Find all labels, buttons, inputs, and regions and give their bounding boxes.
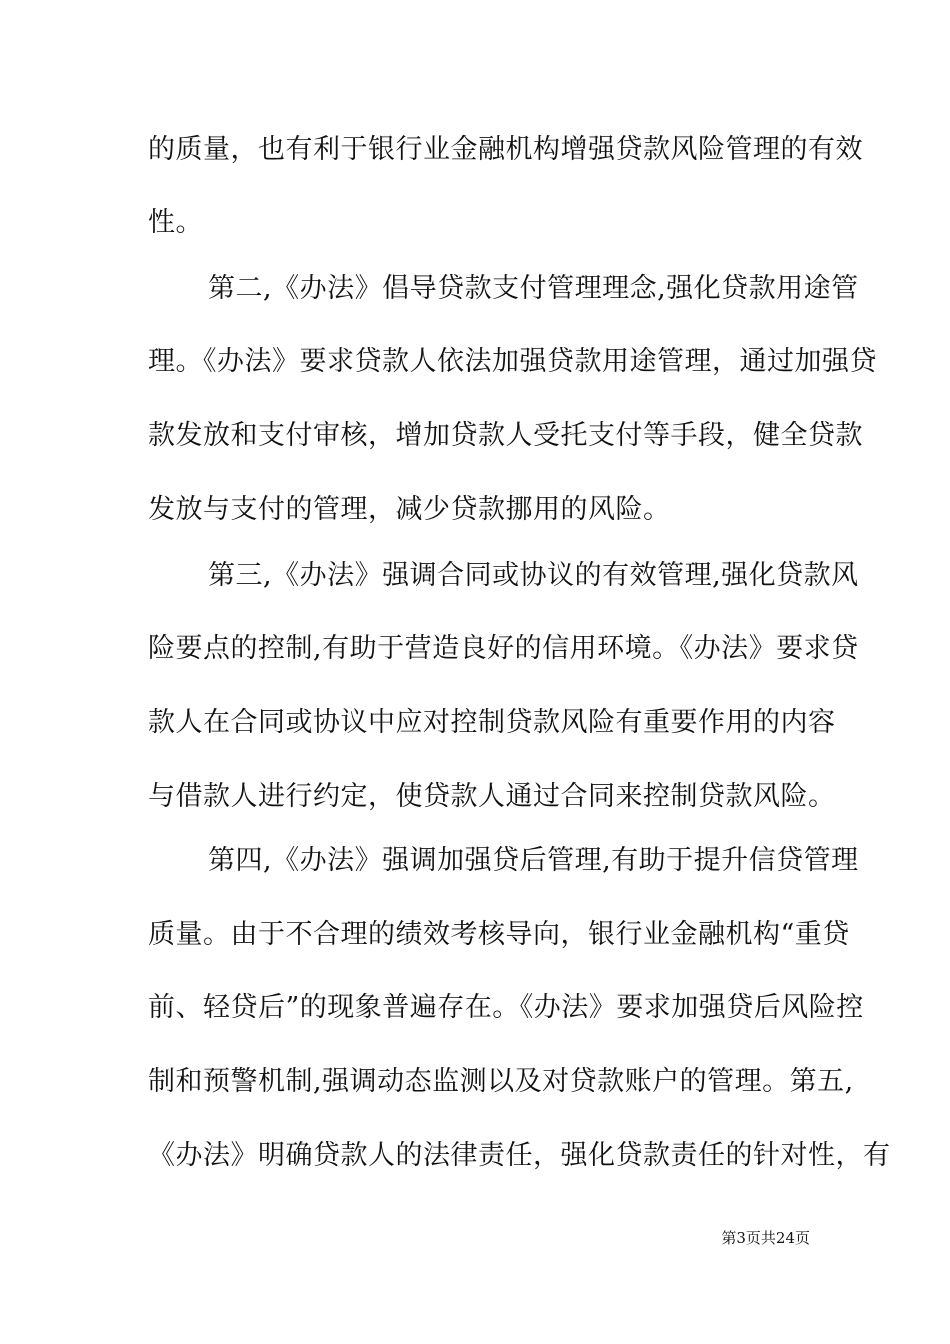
text-line: 性。 [148, 207, 203, 238]
text-line: 制和预警机制,强调动态监测以及对贷款账户的管理。第五, [148, 1066, 854, 1097]
text-line: 的质量，也有利于银行业金融机构增强贷款风险管理的有效 [148, 134, 863, 165]
text-line: 前、轻贷后”的现象普遍存在。《办法》要求加强贷后风险控 [148, 992, 864, 1023]
text-line: 理。《办法》要求贷款人依法加强贷款用途管理，通过加强贷 [148, 346, 877, 377]
text-line: 款发放和支付审核，增加贷款人受托支付等手段，健全贷款 [148, 420, 863, 451]
text-line: 款人在合同或协议中应对控制贷款风险有重要作用的内容 [148, 707, 836, 738]
text-line: 险要点的控制,有助于营造良好的信用环境。《办法》要求贷 [148, 633, 859, 664]
text-line: 《办法》明确贷款人的法律责任，强化贷款责任的针对性，有 [148, 1140, 891, 1171]
page-number-footer: 第3页共24页 [721, 1229, 810, 1247]
paragraph-start-line: 第二,《办法》倡导贷款支付管理理念,强化贷款用途管 [208, 273, 859, 304]
paragraph-start-line: 第四,《办法》强调加强贷后管理,有助于提升信贷管理 [208, 845, 859, 876]
paragraph-start-line: 第三,《办法》强调合同或协议的有效管理,强化贷款风 [208, 560, 859, 591]
text-line: 质量。由于不合理的绩效考核导向，银行业金融机构“重贷 [148, 919, 850, 950]
text-line: 发放与支付的管理，减少贷款挪用的风险。 [148, 494, 671, 525]
text-line: 与借款人进行约定，使贷款人通过合同来控制贷款风险。 [148, 781, 836, 812]
